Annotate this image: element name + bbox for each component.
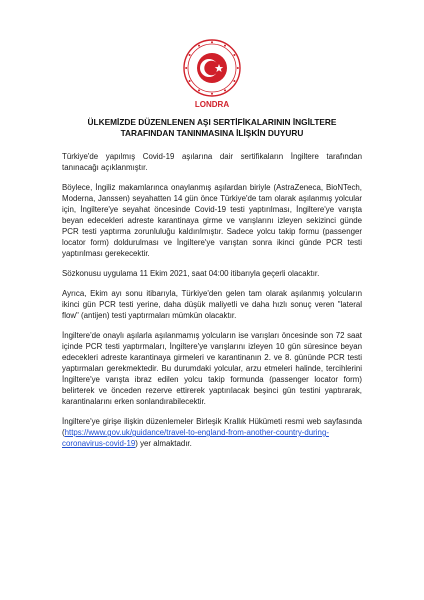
paragraph-official-source (62, 416, 362, 449)
announcement-body (62, 151, 362, 458)
title-line-1: ÜLKEMİZDE DÜZENLENEN AŞI SERTİFİKALARININ İNGİLTERE (87, 117, 337, 127)
paragraph-lateral-flow: Ayrıca, Ekim ayı sonu itibarıyla, Türkiye'den gelen tam olarak aşılanmış yolcuların ikinci gün PCR testi yerine, daha düşük maliyetli ve daha hızlı sonuç veren "lateral flow" (antijen) testi yaptırmaları mümkün olacaktır. (62, 289, 362, 320)
paragraph-effective-date: Sözkonusu uygulama 11 Ekim 2021, saat 04:00 itibarıyla geçerli olacaktır. (62, 269, 320, 278)
source-text-after: ) yer almaktadır. (135, 439, 192, 448)
crescent-star-emblem-icon (182, 38, 242, 98)
source-text-before: İngiltere'ye girişe ilişkin düzenlemeler Birleşik Krallık Hükümeti resmi web sayfasında ( (62, 417, 362, 437)
gov-uk-guidance-link[interactable]: https://www.gov.uk/guidance/travel-to-england-from-another-country-during-coronavirus-covid-19 (62, 428, 329, 448)
title-line-2: TARAFINDAN TANINMASINA İLİŞKİN DUYURU (120, 128, 304, 138)
embassy-city-label: LONDRA (194, 100, 230, 109)
announcement-title (62, 117, 362, 139)
embassy-emblem (182, 38, 242, 98)
paragraph-vaccinated-rules: Böylece, İngiliz makamlarınca onaylanmış aşılardan biriyle (AstraZeneca, BioNTech, Moderna, Janssen) seyahatten 14 gün önce Türkiye'de tam olarak aşılanmış yolcular için, İngiltere'ye seyahat öncesinde Covid-19 testi yaptırılması, İngiltere'ye varışta beyan edecekleri adreste karantinaya girme ve varışlarını izleyen sekizinci günde PCR testi yaptırma zorunluluğu kaldırılmıştır. Sadece yolcu takip formu (passenger locator form) doldurulması ve İngiltere'ye varıştan sonra ikinci günde PCR testi yaptırılması gerekecektir. (62, 183, 362, 258)
paragraph-unvaccinated-rules: İngiltere'de onaylı aşılarla aşılanmamış yolcuların ise varışları öncesinde son 72 saat içinde PCR testi yaptırmaları, İngiltere'ye varışlarını izleyen 10 gün süresince beyan edecekleri adreste karantinaya girmeleri ve karantinanın 2. ve 8. gününde PCR testi yaptırmaları gerekmektedir. Bu durumdaki yolcular, arzu etmeleri halinde, tercihlerini İngiltere'ye varışta ibraz edilen yolcu takip formunda (passenger locator form) belirterek ve önceden rezerve ettirerek yaptırılacak beşinci gün testini yaptırarak, karantinalarını erken sonlandırabilecektir. (62, 331, 362, 406)
paragraph-recognition: Türkiye'de yapılmış Covid-19 aşılarına dair sertifikaların İngiltere tarafından tanınacağı açıklanmıştır. (62, 152, 362, 172)
